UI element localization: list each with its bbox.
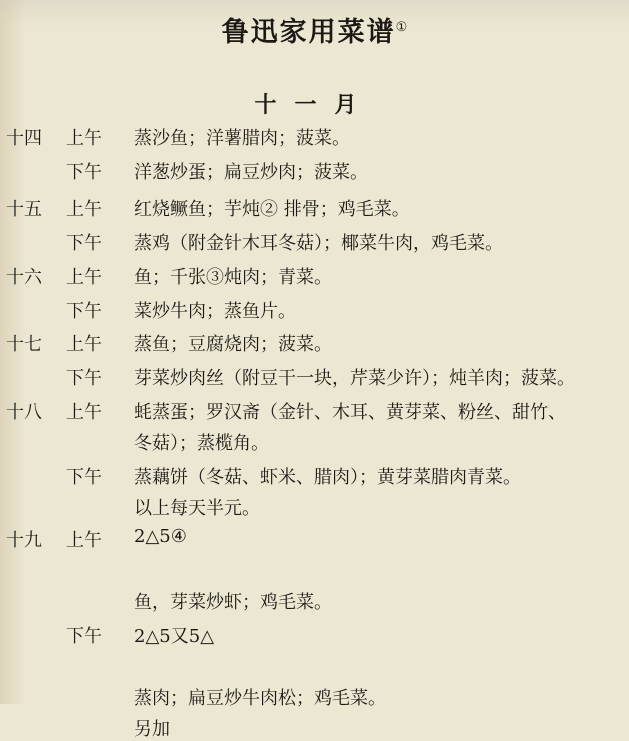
menu-line: 以上每天半元。 bbox=[134, 498, 260, 519]
day-label: 十五 bbox=[6, 199, 42, 220]
menu-line: 蒸鱼；豆腐烧肉；菠菜。 bbox=[134, 334, 332, 355]
page-title-text: 鲁迅家用菜谱 bbox=[221, 17, 396, 48]
meal-period: 上午 bbox=[66, 199, 102, 220]
meal-period: 上午 bbox=[66, 402, 102, 423]
meal-period: 下午 bbox=[66, 233, 102, 254]
menu-line: 蚝蒸蛋；罗汉斋（金针、木耳、黄芽菜、粉丝、甜竹、 bbox=[134, 402, 566, 423]
menu-line: 菜炒牛肉；蒸鱼片。 bbox=[134, 301, 296, 322]
meal-period: 下午 bbox=[66, 301, 102, 322]
meal-period: 下午 bbox=[66, 626, 102, 647]
meal-period: 下午 bbox=[66, 162, 102, 183]
menu-line: 洋葱炒蛋；扁豆炒肉；菠菜。 bbox=[134, 162, 368, 183]
menu-line: 2△5又5△ bbox=[134, 626, 215, 647]
meal-period: 上午 bbox=[66, 530, 102, 551]
meal-period: 上午 bbox=[66, 267, 102, 288]
month-heading: 十一月 bbox=[254, 92, 375, 118]
menu-line: 另加 bbox=[134, 719, 170, 740]
day-label: 十四 bbox=[6, 128, 42, 149]
day-label: 十八 bbox=[6, 402, 42, 423]
menu-line: 红烧鳜鱼；芋炖② 排骨；鸡毛菜。 bbox=[134, 199, 410, 220]
menu-line: 蒸肉；扁豆炒牛肉松；鸡毛菜。 bbox=[134, 688, 386, 709]
menu-line: 鱼，芽菜炒虾；鸡毛菜。 bbox=[134, 592, 332, 613]
meal-period: 下午 bbox=[66, 368, 102, 389]
menu-line: 冬菇）；蒸榄角。 bbox=[134, 433, 269, 454]
meal-period: 上午 bbox=[66, 334, 102, 355]
menu-line: 蒸沙鱼；洋薯腊肉；菠菜。 bbox=[134, 128, 350, 149]
menu-line: 2△5④ bbox=[134, 526, 187, 547]
meal-period: 下午 bbox=[66, 467, 102, 488]
day-label: 十六 bbox=[6, 267, 42, 288]
menu-line: 鱼；千张③炖肉；青菜。 bbox=[134, 267, 332, 288]
menu-line: 芽菜炒肉丝（附豆干一块，芹菜少许）；炖羊肉；菠菜。 bbox=[134, 368, 575, 389]
day-label: 十七 bbox=[6, 334, 42, 355]
footnote-marker: ① bbox=[395, 20, 408, 35]
meal-period: 上午 bbox=[66, 128, 102, 149]
page-title bbox=[0, 10, 629, 49]
day-label: 十九 bbox=[6, 530, 42, 551]
menu-line: 蒸藕饼（冬菇、虾米、腊肉）；黄芽菜腊肉青菜。 bbox=[134, 467, 521, 488]
menu-line: 蒸鸡（附金针木耳冬菇）；椰菜牛肉，鸡毛菜。 bbox=[134, 233, 503, 254]
